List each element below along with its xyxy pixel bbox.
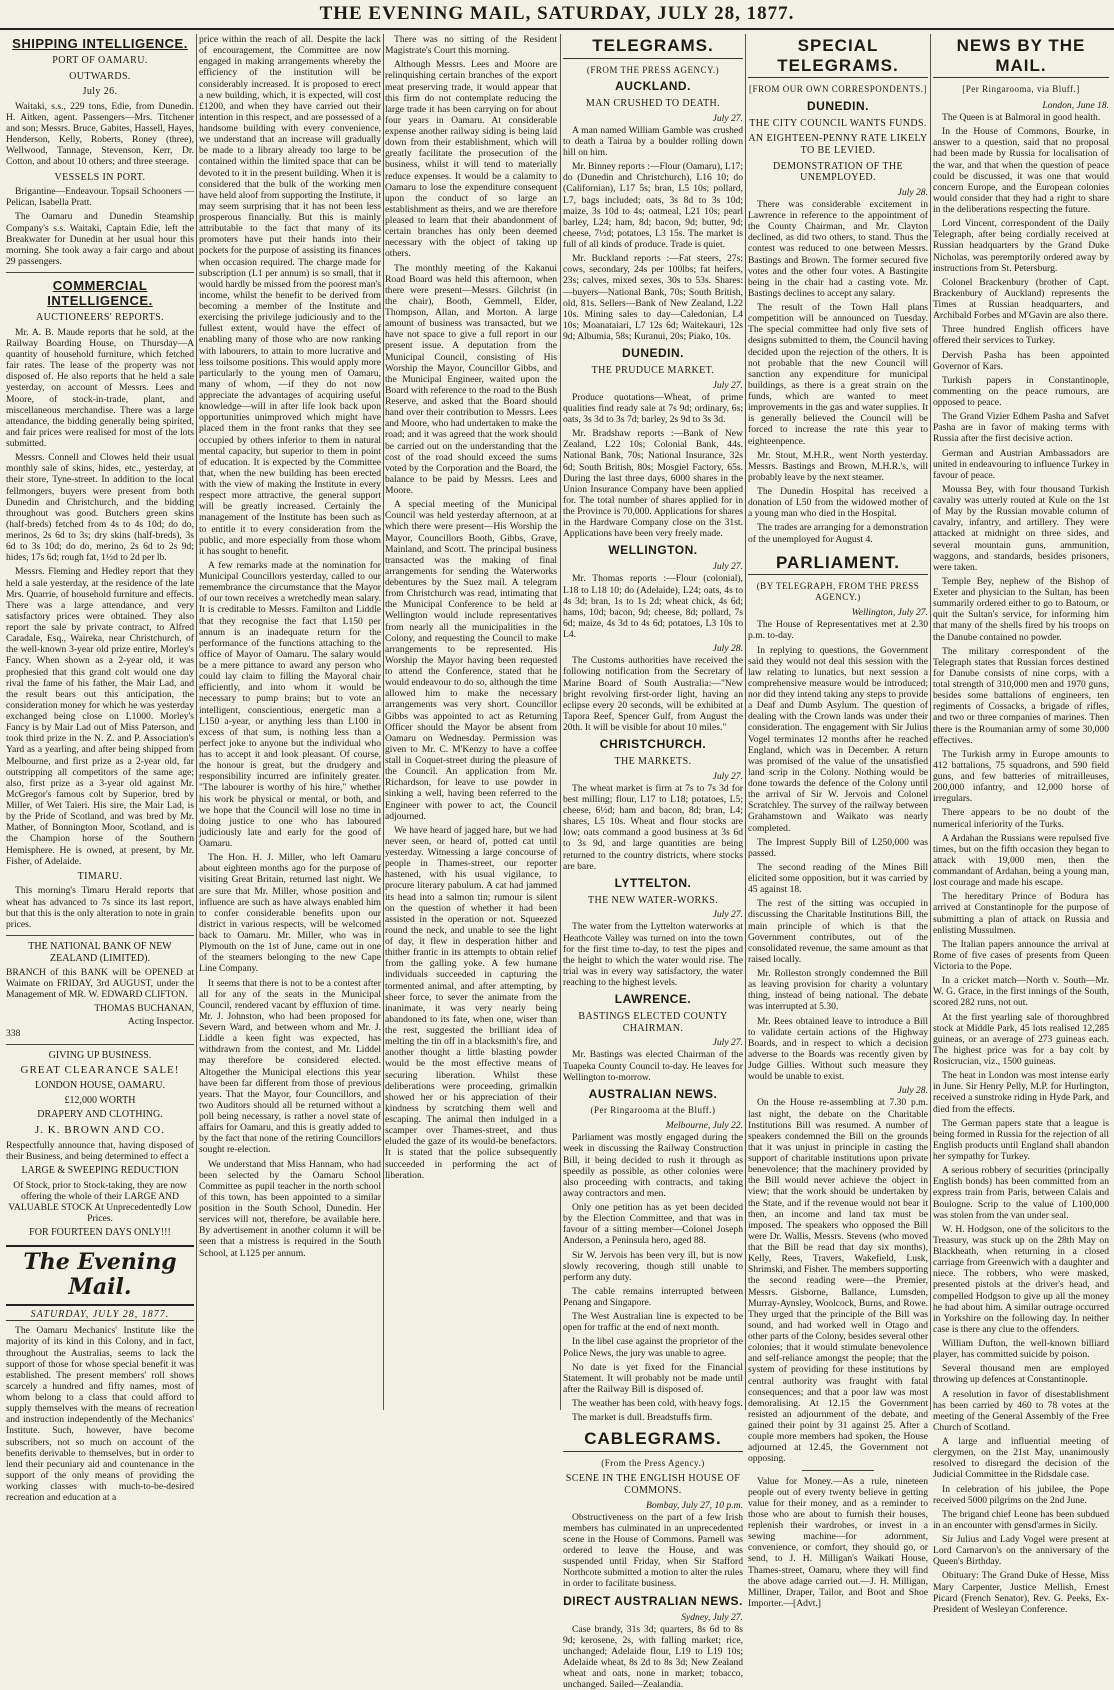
sydney-date: Sydney, July 27.	[681, 1611, 743, 1623]
news-subheading: [Per Ringarooma, via Bluff.]	[962, 84, 1080, 95]
dunedin-heading: DUNEDIN.	[806, 98, 869, 113]
lyttelton-heading: LYTTELTON.	[614, 875, 692, 890]
news-item: There appears to be no doubt of the numerical inferiority of the Turks.	[933, 807, 1109, 830]
lyttelton-subheading: THE NEW WATER-WORKS.	[587, 894, 719, 906]
parliament-paragraph: On the House re-assembling at 7.30 p.m. last night, the debate on the Charitable Institutions Bill was resumed. A number of speakers condemned the Bill on the grounds that it was unjust in principle in casting the support of charitable institutions upon private benevolence; that the machinery provided by the Bill would never achieve the object in view; that the work should be undertaken by the State, and if the revenue would not bear it then, an income and land tax must be imposed. The speakers who opposed the Bill were Dr. Wallis, Messrs. Stevens (who moved that the Bill be read that day six months), Kelly, Rees, Travers, Wakefield, Lusk, Shrimski, and Fisher. The members supporting the second reading were—the Premier, Messrs. Gisborne, Ballance, Lumsden, Murray-Aynsley, Woolcock, Burns, and Rowe. They urged that the principle of the Bill was sound, and had worked well in Otago and other parts of the Colony, besides several other colonies; that it would stimulate benevolence and self-reliance amongst the people; that the system of providing for these institutions by central authority was fraught with fatal consequences; and that a poor law was most demoralising. At 12.15 the Government resisted an adjournment of the debate, and gained their point by 31 against 25. After a couple more members had spoken, the House adjourned at 12.45, the Government not opposing.	[748, 1097, 929, 1465]
melbourne-paragraph: In the libel case against the proprietor of the Police News, the jury was unable to agree.	[563, 1336, 743, 1359]
column-rule	[930, 34, 931, 1410]
cat-paragraph: We have heard of jagged hare, but we had never seen, or heard of, potted cat until yesterday. Witnessing a large concourse of people in Thames-street, our reporter hastened, with his usual vigilance, to procure literary pabulum. A cat had jammed its head into a salmon tin; rumour is silent on the question of whether it had been assisted in the operation or not. Squeezed round the neck, and unable to see the light of day, it flew in desperation hither and thither frantic in its attempts to obtain relief from the galling yoke. A few humane individuals succeeded in capturing the tormented animal, and after attempting, by sheer force, to sever the animate from the inanimate, it was very nearly being abandoned to its fate, when one, wiser than the rest, suggested the brilliant idea of melting the tin off in a blacksmith's fire, and another thought a little blasting powder would be the most effective means of securing liberation. Whilst these deliberations were proceeding, grimalkin showed her or his appreciation of their kindness by scratching them well and escaping. The animal then indulged in a scamper over Thames-street, and thus eluded the gaze of its would-be benefactors. It is stated that the police subsequently succeeded in performing the act of liberation.	[385, 824, 557, 1181]
melbourne-paragraph: Sir W. Jervois has been very ill, but is now slowly recovering, though still unable to perform any duty.	[563, 1249, 743, 1283]
news-item: The hereditary Prince of Bodura has arrived at Constantinople for the purpose of submitting a plan of attack on Russia and enlisting Mussulmen.	[933, 891, 1109, 936]
lyttelton-date: July 27.	[712, 909, 743, 921]
lees-moore-paragraph: Although Messrs. Lees and Moore are relinquishing certain branches of the export meat preserving trade, it would appear that this firm do not contemplate reducing the large trade it has been carrying on for about four years in Oamaru. At considerable expense another railway siding is being laid down from their establishment, which will greatly facilitate the prosecution of the business, whilst it will tend to materially reduce expenses. It would be a calamity to Oamaru to lose the expenditure consequent upon the conduct of so large an establishment as theirs, and we are therefore pleased to learn that their abandonment of certain branches has only been deemed necessary with the object of taking up others.	[385, 59, 557, 260]
news-item: The military correspondent of the Telegraph states that Russian forces destined for Danube consists of nine corps, with a total strength of 310,000 men and 1970 guns, besides some battalions of engineers, ten regiments of Cossacks, a brigade of rifles, and two or three companies of marines. Then there is the Roumanian army of some 30,000 effectives.	[933, 645, 1109, 746]
news-item: Sir Julius and Lady Vogel were present at Lord Carnarvon's on the anniversary of the Queen's Birthday.	[933, 1534, 1109, 1568]
auctioneers-heading: AUCTIONEERS' REPORTS.	[36, 312, 164, 324]
auckland-heading: AUCKLAND.	[615, 79, 691, 94]
news-item: Moussa Bey, with four thousand Turkish cavalry was utterly routed at Kule on the 1st of May by the Russian movable column of cavalry, infantry, and artillery. They were attacked at midnight on three sides, and several mountain guns, ammunition, waggons, and standards, besides prisoners, were taken.	[933, 483, 1109, 573]
dunedin-paragraph: The result of the Town Hall plans competition will be announced on Tuesday. The special committee had only five sets of designs submitted to them, the Council having decided upon the rejection of the others. It is not probable that the new Council will sanction any expenditure for municipal buildings, as there is a great strain on the funds, which are wanted to meet improvements in the gas and water supplies. It is generally believed the Council will be forced to increase the rate this year to eighteenpence.	[748, 302, 928, 447]
news-item: In the House of Commons, Bourke, in answer to a question, said that no proposal had been made by Russia for localisation of the war, and that when the question of peace could be discussed, it was one that would concern Europe, and the European colonies would consider that they had a right to share in the deliberations respecting the future.	[933, 126, 1109, 215]
divider	[802, 1470, 874, 1471]
council-paragraph: A special meeting of the Municipal Council was held yesterday afternoon, at at which there were present—His Worship the Mayor, Councillors Booth, Gibbs, Grave, Mainland, and Scott. The principal business transacted was the making of final arrangements for sending the Waterworks debentures by the Suez mail. A telegram from Christchurch was read, intimating that the Municipal Conference to be held at Wellington would include representatives from nearly all the municipalities in the Colony, and requesting the Council to make arrangements to be represented. His Worship the Mayor having been requested to attend the Conference, stated that he would endeavour to do so, although the time allowed him to make the necessary arrangements was very short. Councillor Gibbs was appointed to act as Returning Officer should the Mayor be absent from Oamaru on Wednesday. Permission was given to Mr. C. M'Kenzy to have a coffee stall in Coquet-street during the pleasure of the Council. An application from Mr. Richardson, for leave to use powder in sinking a well, having been referred to the Engineer with power to act, the Council adjourned.	[385, 499, 557, 822]
melbourne-paragraph: The weather has been cold, with heavy fogs.	[572, 1398, 743, 1409]
editorial-continued: price within the reach of all. Despite the lack of encouragement, the Committee are now engaged in making arrangements whereby the efficiency of the institution will be considerably increased. It is proposed to erect a new building, which, it is expected, will cost £1200, and when they have carried out their intention in this respect, and are possessed of a handsome building with every convenience, we understand that an increase will gradually be made to a library already too large to be contained within the limited space that can be devoted to it in the present building. When it is considered that the bulk of the working men have held aloof from supporting the Institute, it may seem surprising that it has not been less prosperous financially. But this is mainly attributable to the fact that many of its promoters have put their hands into their pockets for the purpose of assisting its finances when occasion required. The charge made for subscription (L1 per annum) is so small, that it would hardly be missed from the poorest man's income, whilst the benefit to be derived from becoming a member of the Institute and exercising the privilege judiciously and to the fullest extent, would have the effect of enabling many of those who are now ranking with labourers, to attain to more lucrative and less toilsome positions. This would apply more particularly to the young men of Oamaru, many of whom, —if they do not now appreciate the advantages of acquiring useful knowledge—will in after life look back upon opportunities unimproved which might have placed them in the front ranks that they see occupied by others inferior to them in natural mental capacity, but superior to them in point of education. It is expected by the Committee that, when the new building has been erected with the view of making the Institute in every respect more attractive, the general support will be greatly increased. Certainly the management of the Institute has been such as to entitle it to every consideration from the public, and more especially from those whom it has sought to benefit.	[199, 34, 381, 557]
column-rule	[196, 34, 197, 1410]
headline: THE CITY COUNCIL WANTS FUNDS.	[749, 117, 927, 129]
telegrams-heading: TELEGRAMS.	[563, 36, 743, 59]
brown-text: Respectfully announce that, having disposed of their Business, and being determined to effect a	[6, 1139, 194, 1162]
cablegrams-heading: CABLEGRAMS.	[563, 1429, 743, 1452]
column-rule	[560, 34, 561, 1410]
parliament-paragraph: In replying to questions, the Government said they would not deal this session with the law relating to lunatics, but next session a comprehensive measure would be introduced; nor did they intend taking any steps to provide a Deaf and Dumb Asylum. The question of dealing with the Crown lands was under their consideration. The engagement with Sir Julius Vogel terminates 12 months after he reached England, which was in December. A return was promised of the value of the unsatisfied land scrip in the Colony. Nothing would be done towards the defence of the Colony until the arrival of Sir W. Jervois and Colonel Scratchley. The survey of the railway between Grahamstown and Waikato was nearly completed.	[748, 644, 928, 834]
hannam-paragraph: We understand that Miss Hannam, who had been selected by the Oamaru School Committee as pupil teacher in the north school of this town, has been appointed to a similar position in the South School, Dunedin. Her services will not, therefore, be available here. By advertisement in another column it will be seen that a mistress is required in the South School, at L125 per annum.	[199, 1158, 381, 1259]
bank-ad-title: THE NATIONAL BANK OF NEW ZEALAND (LIMITED).	[28, 940, 172, 964]
outwards-text: Waitaki, s.s., 229 tons, Edie, from Dunedin. H. Aitken, agent. Passengers—Mrs. Titchener and son; Messrs. Bruce, Gabites, Hassell, Hayes, Henderson, Kelly, Roberts, Roney (three), Wellwood, Tannage, Stevenson, Kerr, Dr. Cotton, and about 10 others; and three steerage.	[6, 100, 194, 168]
bank-signature-title: Acting Inspector.	[127, 1015, 194, 1027]
parliament-paragraph: The rest of the sitting was occupied in discussing the Charitable Institutions Bill, the main principle of which is that the Government contributes, out of the consolidated revenue, the same amount as that raised locally.	[748, 898, 928, 965]
auction-paragraph: Mr. A. B. Maude reports that he sold, at the Railway Boarding House, on Thursday—A quantity of household furniture, which fetched fair rates. The lease of the property was not disposed of. He also reports that he held a sale yesterday, on account of Messrs. Lees and Moore, of stock-in-trade, plant, and miscellaneous merchandise. There was a large attendance, the bidding generally being spirited, and fair prices were realised for most of the lots submitted.	[6, 326, 194, 450]
london-date: London, June 18.	[1042, 99, 1109, 111]
per-ringarooma-line: (Per Ringarooma at the Bluff.)	[590, 1104, 716, 1115]
elections-paragraph: It seems that there is not to be a contest after all for any of the seats in the Municipal Council, rendered vacant by effluxion of time. Mr. J. Johnston, who had been proposed for Severn Ward, and between whom and Mr. J. Liddle a keen fight was expected, has withdrawn from the contest, and Mr. Liddel may therefore be considered elected. Altogether the Municipal elections this year have been far different from those of previous years. That the Mayor, four Councillors, and two Auditors should all be returned without a poll being necessary, is rather a novel state of affairs for Oamaru, and this is greatly added to by the fact that none of the retiring Councillors sought re-election.	[199, 977, 381, 1156]
brown-line: J. K. BROWN AND CO.	[35, 1123, 165, 1136]
column-4	[563, 34, 743, 1690]
court-paragraph: There was no sitting of the Resident Magistrate's Court this morning.	[385, 34, 557, 57]
cablegrams-subheading: (From the Press Agency.)	[601, 1457, 705, 1468]
parliament-date: Wellington, July 27.	[851, 607, 928, 619]
news-item: Obituary: The Grand Duke of Hesse, Miss Mary Carpenter, Justice Mellish, Ernest Picard (French Senator), Rev. G. Peeks, Ex-President of Wesleyan Conference.	[933, 1570, 1109, 1615]
wellington-date: July 28.	[712, 643, 743, 655]
parliament-date: July 28.	[897, 1085, 928, 1097]
christchurch-paragraph: The wheat market is firm at 7s to 7s 3d for best milling; flour, L17 to L18; potatoes, L5; cheese, 6½d; ham and bacon, 8d; bran, L4; shares, L5 10s. Wheat and flour stocks are low; oats command a good business at 3s 6d to 3s 9d, and large quantities are being returned to the country districts, where stocks are bare.	[563, 782, 743, 872]
lawrence-paragraph: Mr. Bastings was elected Chairman of the Tuapeka County Council to-day. He leaves for Wellington to-morrow.	[563, 1049, 743, 1083]
dunedin-paragraph: There was considerable excitement in Lawrence in reference to the appointment of the County Chairman, and Mr. Clayton declined, as did two others, to stand. Thus the contest was reduced to one between Messrs. Bastings and Brown. The former secured five votes and the other four votes. A Bastingite being in the chair had a casting vote. Mr. Bastings declines to accept any salary.	[748, 198, 928, 299]
news-item: In a cricket match—North v. South—Mr. W. G. Grace, in the first innings of the South, scored 282 runs, not out.	[933, 975, 1109, 1009]
wellington-paragraph: The Customs authorities have received the following notification from the Secretary of Marine Board of South Australia:—"New bright revolving first-order light, having an eclipse every 20 seconds, will be exhibited at Tapora Reef, Spencer Gulf, from August the 20th. It will be visible for about 10 miles."	[563, 655, 743, 734]
news-item: Several thousand men are employed throwing up defences at Constantinople.	[933, 1363, 1109, 1386]
news-item: Lord Vincent, correspondent of the Daily Telegraph, after being cordially received at Russian headquarters by the Grand Duke Nicholas, was peremptorily ordered away by instructions from St. Petersburg.	[933, 218, 1109, 274]
christchurch-heading: CHRISTCHURCH.	[599, 737, 707, 752]
london-house: LONDON HOUSE, OAMARU.	[35, 1080, 165, 1092]
news-item: The Queen is at Balmoral in good health.	[942, 112, 1101, 123]
paper-title: The Evening Mail.	[6, 1245, 194, 1306]
auckland-subheading: MAN CRUSHED TO DEATH.	[585, 98, 721, 110]
news-by-mail-heading: NEWS BY THE MAIL.	[933, 36, 1109, 78]
column-rule	[383, 34, 384, 1410]
auction-paragraph: Messrs. Fleming and Hedley report that they held a sale yesterday, at the residence of the late Mrs. Quarrie, of household furniture and effects. There was a large attendance, and very satisfactory prices were obtained. They also report the sale by private contract, to Alfred Caradale, Esq., Waireka, near Christchurch, of the well-known 3-year old prize entire, Morley's Fancy. When shown as a 2-year old, it was prophesied that this grand colt would one day rival the fame of his father, the Mair Lad, and the result bears out this anticipation, the consideration money for which he was yesterday exchanged being close on L1000. Morley's Fancy is by Mair Lad out of Miss Paterson, and took third prize in the N. Z. and P. Association's Yard as a yearling, and after being shipped from Melbourne, and first prize as a 2-year old, far outstripping all competitors of the same age; also, first prize as a 3-year old against Mr. McGregor's famous colt by Superior, bred by Miller, of Wet Taieri. His sire, the Mair Lad, is by the Pride of Scotland, and was bred by Mr. Mather, of Bonnington Moor, Scotland, and is the Champion horse of the Southern Hemisphere. He is owned, at present, by Mr. Fisher, of Adelaide.	[6, 566, 194, 867]
news-item: Colonel Brackenbury (brother of Capt. Brackenbury of Auckland) represents the Times at Russian headquarters, and Archibald Forbes and M'Gavin are also there.	[933, 276, 1109, 322]
column-5	[748, 34, 929, 1609]
value-for-money-ad: Value for Money.—As a rule, nineteen people out of every twenty believe in getting value for their money, and as a reminder to those who are about to furnish their houses, replenish their wardrobes, or invest in a sewing machine—for adornment, convenience, or comfort, they should go, or send, to J. H. Milligan's Waikati House, Thames-street, Oamaru, where they will find the above adage carried out.—J. H. Milligan, Milliner, Draper, Tailor, and Boot and Shoe Importer.—[Advt.]	[748, 1475, 928, 1609]
auckland-paragraph: Mr. Binney reports :—Flour (Oamaru), L17; do (Dunedin and Christchurch), L16 10; do (Californian), L17 5s; bran, L5 10s; pollard, L7, bags included; oats, 3s 8d to 3s 10d; maize, 3s 10d to 4s; oatmeal, L21 10s; pearl barley, L24; ham, 8d; bacon, 9d; butter, 9d; cheese, 7½d; potatoes, L3 15s. The market is full of all kinds of produce. Trade is quiet.	[563, 161, 743, 251]
parliament-paragraph: Mr. Rolleston strongly condemned the Bill as leaving provision for charity a voluntary thing, instead of being national. The debate was interrupted at 5.30.	[748, 968, 928, 1013]
news-item: The Turkish army in Europe amounts to 412 battalions, 75 squadrons, and 590 field guns, and few batteries of mitrailleuses, 200,000 infantry, and 12,000 horse of irregulars.	[933, 748, 1109, 805]
column-2	[199, 34, 381, 1410]
melbourne-paragraph: Only one petition has as yet been decided by the Election Committee, and that was in favour of a sitting member—Colonel Joseph Anderson, a Peninsula hero, aged 88.	[563, 1202, 743, 1247]
direct-australian-news-heading: DIRECT AUSTRALIAN NEWS.	[563, 1593, 743, 1608]
miller-paragraph: The Hon. H. J. Miller, who left Oamaru about eighteen months ago for the purpose of visiting Great Britain, returned last night. We are sure that Mr. Miller, whose position and influence are such as have always enabled him to confer considerable benefits upon our district in various respects, will be welcomed back to Oamaru. Mr. Miller, who was in Plymouth on the 1st of June, came out in one of the steamers belonging to the new Cape Line Company.	[199, 852, 381, 975]
wellington-heading: WELLINGTON.	[608, 543, 698, 558]
vessels-heading: VESSELS IN PORT.	[54, 171, 146, 183]
outwards-date: July 26.	[82, 86, 118, 98]
cable-headline: SCENE IN THE ENGLISH HOUSE OF COMMONS.	[565, 1473, 741, 1496]
ad-number: 338	[6, 1027, 21, 1039]
news-item: A large and influential meeting of clergymen, on the 21st May, unanimously resolved to disregard the decision of the Judicial Committee in the Ridsdale case.	[933, 1436, 1109, 1481]
parliament-paragraph: The Imprest Supply Bill of L250,000 was passed.	[748, 836, 928, 859]
wellington-date: July 27.	[712, 561, 743, 573]
auckland-date: July 27.	[712, 112, 743, 124]
steamship-text: The Oamaru and Dunedin Steamship Company's s.s. Waitaki, Captain Edie, left the Breakwater for Dunedin at her usual hour this morning. She took away a fair cargo and about 29 passengers.	[6, 211, 194, 267]
parliament-paragraph: The House of Representatives met at 2.30 p.m. to-day.	[748, 619, 928, 642]
news-item: The brigand chief Leone has been subdued in an encounter with gensd'armes in Sicily.	[933, 1508, 1109, 1531]
parliament-subheading: (BY TELEGRAPH, FROM THE PRESS AGENCY.)	[756, 581, 920, 602]
dunedin-paragraph: Mr. Bradshaw reports :—Bank of New Zealand, L22 10s; Colonial Bank, 44s. National Bank, 70s; National Insurance, 32s 6d; South British, 80s; Mosgiel Factory, 65s. During the last three days, 6000 shares in the Union Insurance Company have been applied for. The total number of shares applied for in the Province is 70,000. Applications for shares in the Hardware Company close on the 31st. Applications have been very freely made.	[563, 428, 743, 540]
road-board-paragraph: The monthly meeting of the Kakanui Road Board was held this afternoon, when there were present—Messrs. Gilchrist (in the chair), Booth, Gemmell, Elder, Thompson, Allan, and Morton. A large amount of business was transacted, but we have not space to give a full report in our present issue. A deputation from the Municipal Council, consisting of His Worship the Mayor, Councillor Gibbs, and the Municipal Engineer, waited upon the Board with reference to the road to the Bush Reserve, and asked that the Board should hand over their contribution to Messrs. Lees and Moore, who had undertaken to make the road; and it was agreed that the work should be carried out on the understanding that the cost of the road should exceed the sums voted by the Corporation and the Board, the balance to be paid by Messrs. Lees and Moore.	[385, 262, 557, 496]
lawrence-date: July 27.	[712, 1037, 743, 1049]
parliament-heading: PARLIAMENT.	[748, 553, 928, 576]
timaru-heading: TIMARU.	[77, 870, 123, 882]
vessels-text: Brigantine—Endeavour. Topsail Schooners — Pelican, Isabella Pratt.	[6, 186, 194, 209]
bank-signature: THOMAS BUCHANAN,	[94, 1003, 194, 1015]
dunedin-paragraph: The Dunedin Hospital has received a donation of L50 from the widowed mother of a young man who died in the Hospital.	[748, 486, 928, 520]
cable-date: Bombay, July 27, 10 p.m.	[646, 1499, 743, 1511]
news-item: William Dufton, the well-known billiard player, has committed suicide by poison.	[933, 1338, 1109, 1361]
news-item: Three hundred English officers have offered their services to Turkey.	[933, 324, 1109, 347]
news-item: German and Austrian Ambassadors are united in endeavouring to influence Turkey in favour of peace.	[933, 447, 1109, 481]
outwards-heading: OUTWARDS.	[69, 70, 131, 82]
editorial-date: SATURDAY, JULY 28, 1877.	[6, 1309, 194, 1322]
press-agency-line: (FROM THE PRESS AGENCY.)	[586, 64, 720, 75]
parliament-paragraph: The second reading of the Mines Bill elicited some opposition, but it was carried by 45 against 18.	[748, 861, 928, 896]
news-item: The German papers state that a league is being formed in Russia for the rejection of all English products until England shall abandon her sympathy for Turkey.	[933, 1117, 1109, 1162]
fourteen-days-line: FOR FOURTEEN DAYS ONLY!!!	[29, 1227, 171, 1239]
giving-up-ad: GIVING UP BUSINESS.	[48, 1049, 152, 1061]
shipping-heading: SHIPPING INTELLIGENCE.	[12, 36, 188, 51]
melbourne-date: Melbourne, July 22.	[665, 1120, 743, 1132]
auckland-paragraph: A man named William Gamble was crushed to death a Tairua by a boulder rolling down hill on him.	[563, 124, 743, 159]
masthead: THE EVENING MAIL, SATURDAY, JULY 28, 1877.	[0, 0, 1114, 30]
wellington-paragraph: Mr. Thomas reports :—Flour (colonial), L18 to L18 10; do (Adelaide), L24; oats, 4s to 4s 3d; bran, 1s to 1s 2d; wheat chick, 4s 6d; hams, 10d; bacon, 9d; cheese, 8d; pollard, 7s 6d; maize, 4s 3d to 4s 6d; potatoes, L3 10s to L4.	[563, 573, 743, 641]
news-item: W. H. Hodgson, one of the solicitors to the Treasury, was stuck up on the 28th May on Blackheath, when returning in a closed carriage from Greenwich with a daughter and niece. The robbers, who were masked, presented pistols at the driver's head, and compelled Hodgson to give up all the money he had about him. A similar outrage occurred in Yorkshire on the following day. In neither case is there any clue to the offenders.	[933, 1223, 1109, 1335]
headline: DEMONSTRATION OF THE UNEMPLOYED.	[772, 160, 904, 184]
parliament-paragraph: Mr. Rees obtained leave to introduce a Bill to validate certain actions of the Highway Boards, and in respect to which a decision adverse to the Boards was recently given by Judge Gillies. Without such measure they would be unable to exist.	[748, 1015, 928, 1083]
melbourne-paragraph: The cable remains interrupted between Penang and Singapore.	[563, 1285, 743, 1308]
cable-paragraph: Obstructiveness on the part of a few Irish members has culminated in an unprecedented scene in the House of Commons. Parnell was ordered to leave the House, and was suspended until Friday, when Sir Stafford Northcote submitted a motion to alter the rules in order to facilitate business.	[563, 1511, 743, 1590]
date-line: July 28.	[897, 186, 928, 198]
melbourne-paragraph: No date is yet fixed for the Financial Statement. It will probably not be made until after the Railway Bill is disposed of.	[563, 1361, 743, 1395]
commercial-heading: COMMERCIAL INTELLIGENCE.	[47, 278, 153, 309]
column-1	[6, 34, 194, 1504]
dunedin-heading: DUNEDIN.	[621, 346, 684, 361]
news-item: A Ardahan the Russians were repulsed five times, but on the fifth occasion they began to attack with 19,000 men, then the commandant of Ardahan, being a young man, lost courage and made his escape.	[933, 832, 1109, 889]
news-item: A resolution in favor of disestablishment has been carried by 460 to 78 votes at the meeting of the General Assembly of the Free Church of Scotland.	[933, 1388, 1109, 1433]
clearance-ad: GREAT CLEARANCE SALE!	[20, 1064, 180, 1077]
news-item: The heat in London was most intense early in June. Sir Henry Pelly, M.P. for Hurlington, received a sunstroke riding in Hyde Park, and died from the effects.	[933, 1070, 1109, 1115]
lyttelton-paragraph: The water from the Lyttelton waterworks at Heathcote Valley was turned on into the town for the first time to-day, to test the pipes and the height to which the water would rise. The trial was in every way satisfactory, the water reaching to the highest levels.	[563, 921, 743, 989]
news-item: At the first yearling sale of thoroughbred stock at Middle Park, 45 lots realised 12,285 guineas, or an average of 273 guineas each. The highest price was for a bay colt by Rosicrucian, viz., 1500 guineas.	[933, 1011, 1109, 1067]
editorial-text: The Oamaru Mechanics' Institute like the majority of its kind in this Colony, and in fact, throughout the Australias, seems to lack the support of those for whose special benefit it was established. The present members' roll shows scarcely a hundred and fifty names, most of whom belong to a class that could afford to supply themselves with the means of recreation and instruction independently of the Mechanics' Institute. Such, however, have become subscribers, not so much on account of the benefits derivable to themselves, but in order to lend their pecuniary aid and countenance in the support of the only means of providing the working classes with much-to-be-desired recreation and education at a	[6, 1325, 194, 1504]
special-subheading: [FROM OUR OWN CORRESPONDENTS.]	[748, 84, 927, 95]
news-item: Temple Bey, nephew of the Bishop of Exeter and physician to the Sultan, has been summarily ordered either to go to Batoum, or quit the Sultan's service, for informing him that many of the shells fired by his troops on the Danube contained no powder.	[933, 575, 1109, 643]
lawrence-subheading: BASTINGS ELECTED COUNTY CHAIRMAN.	[578, 1011, 728, 1034]
news-item: The Italian papers announce the arrival at Rome of five cases of presents from Queen Victoria to the Pope.	[933, 938, 1109, 972]
headline: AN EIGHTEEN-PENNY RATE LIKELY TO BE LEVIED.	[748, 133, 928, 156]
stock-text: Of Stock, prior to Stock-taking, they are now offering the whole of their LARGE AND VALUABLE STOCK At Unprecedentedly Low Prices.	[8, 1179, 192, 1224]
lawrence-heading: LAWRENCE.	[614, 992, 692, 1007]
australian-news-heading: AUSTRALIAN NEWS.	[588, 1086, 718, 1101]
divider	[6, 935, 194, 936]
auction-paragraph: Messrs. Connell and Clowes held their usual monthly sale of skins, hides, etc., yesterday, at their store, Tyne-street. In addition to the local fellmongers, buyers were present from both Dunedin and Christchurch, and the bidding throughout was good. Butchers green skins (half-breds) fetched from 4s to 4s 10d; do do, merinos, 2s 6d to 3s; dry skins (half-breds), 3s 6d to 3s 10d; do do, merino, 2s 6d to 2s 9d; hides, 17s 6d; rough fat, 1½d to 2d per lb.	[6, 452, 194, 564]
reduction-line: LARGE & SWEEPING REDUCTION	[21, 1164, 179, 1176]
melbourne-paragraph: Parliament was mostly engaged during the week in discussing the Railway Construction Bill, it being decided to rush it through as speedily as possible, as other colonies were also proceeding with contracts, and taking away contractors and men.	[563, 1132, 743, 1199]
column-6	[933, 34, 1109, 1615]
christchurch-subheading: THE MARKETS.	[614, 756, 692, 768]
dunedin-subheading: THE PRUDUCE MARKET.	[591, 365, 715, 377]
melbourne-paragraph: The West Australian line is expected to be open for traffic at the end of next month.	[563, 1311, 743, 1334]
dunedin-date: July 27.	[712, 379, 743, 391]
column-rule	[745, 34, 746, 1410]
news-item: The Grand Vizier Edhem Pasha and Safvet Pasha are in favor of making terms with Russia after the first decisive action.	[933, 411, 1109, 445]
news-item: Dervish Pasha has been appointed Governor of Kars.	[933, 349, 1109, 372]
worth-line: £12,000 WORTH	[64, 1094, 136, 1106]
special-telegrams-heading: SPECIAL TELEGRAMS.	[748, 36, 928, 78]
timaru-text: This morning's Timaru Herald reports that wheat has advanced to 7s since its last report, but that this is the only alteration to note in grain prices.	[6, 885, 194, 930]
news-item: Turkish papers in Constantinople, commenting on the peace rumours, are opposed to peace.	[933, 374, 1109, 408]
mayor-salary-paragraph: A few remarks made at the nomination for Municipal Councillors yesterday, called to our remembrance the circumstance that the Mayor of our town receives a wretchedly mean salary. It is creditable to Messrs. Familton and Liddle that they recognise the fact that L150 per annum is an inadequate return for the performance of the functions attaching to the office of Mayor of Oamaru. The salary would be a mere pittance to award any person who could lay claim to filling the Mayoral chair efficiently, and into whom it would be necessary to pump brains; but to vote an intelligent, conscientious, energetic man a L150 a-year, or anything less than L100 in excess of that sum, is nothing less than a perfect joke to anyone but the individual who has to accept it and look pleasant. Of course, the honour is great, but the drudgery and responsibility incurred are infinitely greater. "The labourer is worthy of his hire," whether his work be physical or mental, or both, and we hope that the Council will lose no time in doing justice to one who has laboured judiciously late and early for the good of Oamaru.	[199, 559, 381, 849]
christchurch-date: July 27.	[712, 770, 743, 782]
bank-ad-text: BRANCH of this BANK will be OPENED at Waimate on FRIDAY, 3rd AUGUST, under the Management of MR. W. EDWARD CLIFTON.	[6, 967, 194, 1001]
auckland-paragraph: Mr. Buckland reports :—Fat steers, 27s; cows, secondary, 24s per 100lbs; fat heifers, 23s; calves, mixed sexes, 30s to 53s. Shares:—buyers—National Bank, 70s; South British, old, 81s. Sellers—Bank of New Zealand, L22 10s. Mining sales to day—Caledonian, L4 10s; Moanataiari, L7 12s 6d; Waitekauri, 12s 9d; Albumia, 58s; Kuranui, 20s; Piako, 10s.	[563, 253, 743, 343]
sydney-paragraph: Case brandy, 31s 3d; quarters, 8s 6d to 8s 9d; kerosene, 2s, with falling market; rice, unchanged; Adelaide flour, L19 to L19 10s; Adelaide wheat, 8s 2d to 8s 3d; New Zealand wheat and oats, none in market; tobacco, unchanged. Sailed—Zealandia.	[563, 1623, 743, 1690]
news-item: A serious robbery of securities (principally English bonds) has been committed from an express train from Paris, between Calais and Boulogne. Scrip to the value of L100,000 was stolen from the van under seal.	[933, 1165, 1109, 1221]
dunedin-paragraph: The trades are arranging for a demonstration of the unemployed for August 4.	[748, 522, 929, 545]
news-item: In celebration of his jubilee, the Pope received 5000 pilgrims on the 2nd June.	[933, 1483, 1109, 1506]
dunedin-paragraph: Mr. Stout, M.H.R., went North yesterday. Messrs. Bastings and Brown, M.H.R.'s, will probably leave by the next steamer.	[748, 449, 928, 483]
divider	[6, 1044, 194, 1045]
port-heading: PORT OF OAMARU.	[52, 55, 148, 67]
drapery-line: DRAPERY AND CLOTHING.	[37, 1109, 163, 1121]
melbourne-paragraph: The market is dull. Breadstuffs firm.	[572, 1412, 713, 1424]
divider	[6, 272, 194, 273]
dunedin-paragraph: Produce quotations—Wheat, of prime qualities find ready sale at 7s 9d; ordinary, 6s; oats, 3s 3d to 3s 7d; barley, 2s 9d to 3s 3d.	[563, 391, 743, 426]
column-3	[385, 34, 557, 1410]
